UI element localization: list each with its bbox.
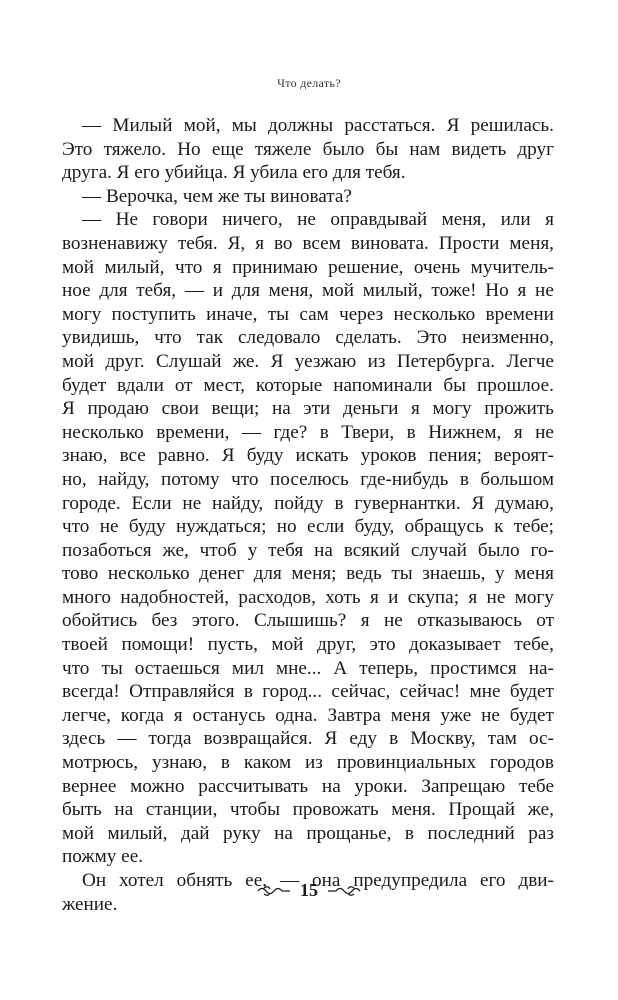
page-number: 15 [300, 880, 318, 900]
text-line: Это тяжело. Но еще тяжеле было бы нам видеть друг [62, 138, 554, 160]
text-line: — Не говори ничего, не оправдывай меня, или я [82, 209, 554, 231]
text-line: — Милый мой, мы должны расстаться. Я решилась. [82, 115, 554, 136]
text-line: быть на станции, чтобы провожать меня. Прощай же, [62, 799, 554, 821]
text-line: возненавижу тебя. Я, я во всем виновата. Прости меня, [62, 232, 554, 254]
page-footer [0, 880, 618, 901]
text-line: мой милый, дай руку на прощанье, в последний раз [62, 822, 554, 844]
text-line: мотрюсь, узнаю, в каком из провинциальных городов [62, 752, 554, 774]
text-line: всегда! Отправляйся в город... сейчас, сейчас! мне будет [62, 681, 554, 703]
text-line: тово несколько денег для меня; ведь ты знаешь, у меня [62, 563, 554, 585]
text-line: что ты остаешься мил мне... А теперь, простимся на- [62, 657, 554, 679]
text-line: много надобностей, расходов, хоть я и скупа; я не могу [62, 586, 554, 608]
text-line: мой милый, что я принимаю решение, очень мучитель- [62, 256, 554, 278]
text-line: Я продаю свои вещи; на эти деньги я могу прожить [62, 398, 554, 420]
right-ornament-icon [326, 884, 362, 898]
left-ornament-icon [256, 884, 292, 898]
text-line: несколько времени, — где? в Твери, в Нижнем, я не [62, 421, 554, 443]
text-line: позаботься же, чтоб у тебя на всякий случай было го- [62, 539, 554, 561]
text-line: но, найду, потому что поселюсь где-нибудь в большом [62, 468, 554, 490]
text-line: знаю, все равно. Я буду искать уроков пения; вероят- [62, 445, 554, 467]
text-line: вернее можно рассчитывать на уроки. Запрещаю тебе [62, 775, 554, 797]
text-line: жение. [62, 893, 118, 915]
text-line: будет вдали от мест, которые напоминали бы прошлое. [62, 374, 554, 396]
text-line: здесь — тогда возвращайся. Я еду в Москву, там ос- [62, 728, 554, 750]
text-line: обойтись без этого. Слышишь? я не отказываюсь от [62, 610, 554, 632]
text-line: Он хотел обнять ее, — она предупредила его дви- [82, 870, 554, 891]
text-line: мой друг. Слушай же. Я уезжаю из Петербурга. Легче [62, 350, 554, 372]
text-line: городе. Если не найду, пойду в гувернантки. Я думаю, [62, 492, 554, 514]
text-line: что не буду нуждаться; но если буду, обращусь к тебе; [62, 516, 554, 538]
text-line: легче, когда я останусь одна. Завтра меня уже не будет [62, 704, 554, 726]
text-line: — Верочка, чем же ты виновата? [82, 185, 352, 207]
text-line: ное для тебя, — и для меня, мой милый, тоже! Но я не [62, 280, 554, 302]
text-line: твоей помощи! пусть, мой друг, это доказывает тебе, [62, 634, 554, 656]
body-text [62, 114, 554, 916]
text-line: друга. Я его убийца. Я убила его для тебя. [62, 162, 406, 184]
text-line: пожму ее. [62, 846, 144, 868]
text-line: могу поступить иначе, ты сам через несколько времени [62, 303, 554, 325]
text-line: увидишь, что так следовало сделать. Это неизменно, [62, 327, 554, 349]
running-head: Что делать? [277, 76, 341, 90]
